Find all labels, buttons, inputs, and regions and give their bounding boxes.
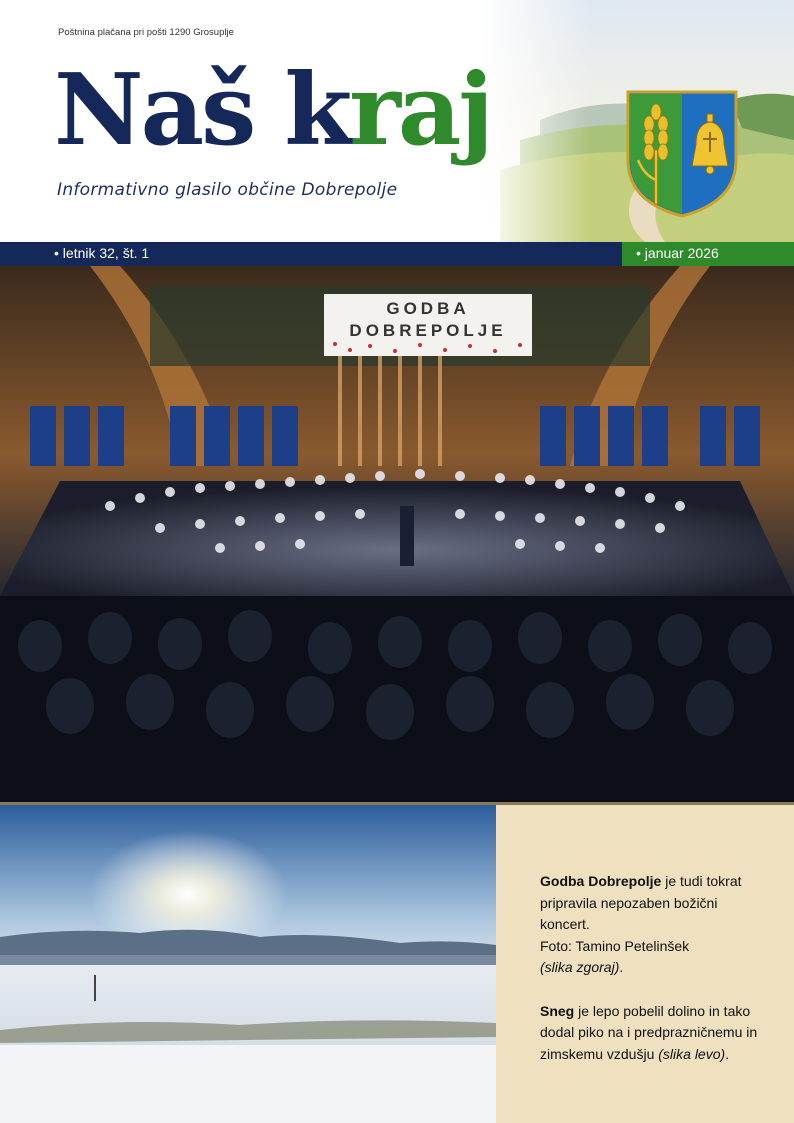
masthead [0, 0, 794, 242]
title-word-k: k [284, 53, 350, 168]
title-word-nas: Naš [54, 53, 254, 168]
title-word-raj: raj [349, 53, 491, 168]
banner-line-2: DOBREPOLJE [349, 321, 507, 340]
caption-concert [540, 871, 768, 979]
caption-concert-subject: Godba Dobrepolje [540, 873, 662, 889]
concert-photo [0, 266, 794, 802]
caption-snow-subject: Sneg [540, 1002, 575, 1019]
caption-snow [540, 1001, 768, 1066]
caption-concert-ref: (slika zgoraj) [540, 959, 620, 975]
winter-valley-scene [0, 805, 496, 1123]
photo-captions [540, 871, 768, 1087]
caption-box [496, 805, 794, 1123]
caption-snow-text: je lepo pobelil dolino in tako dodal piko na i predprazničnemu in zimskemu vzdušju [540, 1002, 758, 1062]
concert-hall-scene [0, 266, 794, 802]
publication-subtitle: Informativno glasilo občine Dobrepolje [57, 180, 398, 200]
issue-bar [0, 242, 794, 266]
snow-landscape-photo [0, 805, 496, 1123]
coat-of-arms-icon [626, 90, 738, 218]
issue-volume: • letnik 32, št. 1 [54, 245, 150, 261]
caption-concert-text: je tudi tokrat pripravila nepozaben božični koncert. [540, 873, 742, 932]
issue-date: • januar 2026 [636, 245, 719, 261]
caption-concert-end: . [619, 959, 624, 975]
caption-snow-ref: (slika levo) [658, 1045, 726, 1062]
postage-notice: Poštnina plačana pri pošti 1290 Grosuplje [58, 27, 234, 38]
caption-concert-credit: Foto: Tamino Petelinšek [540, 937, 690, 954]
banner-line-1: GODBA [386, 299, 470, 318]
publication-title [54, 53, 491, 168]
caption-snow-end: . [725, 1045, 730, 1062]
